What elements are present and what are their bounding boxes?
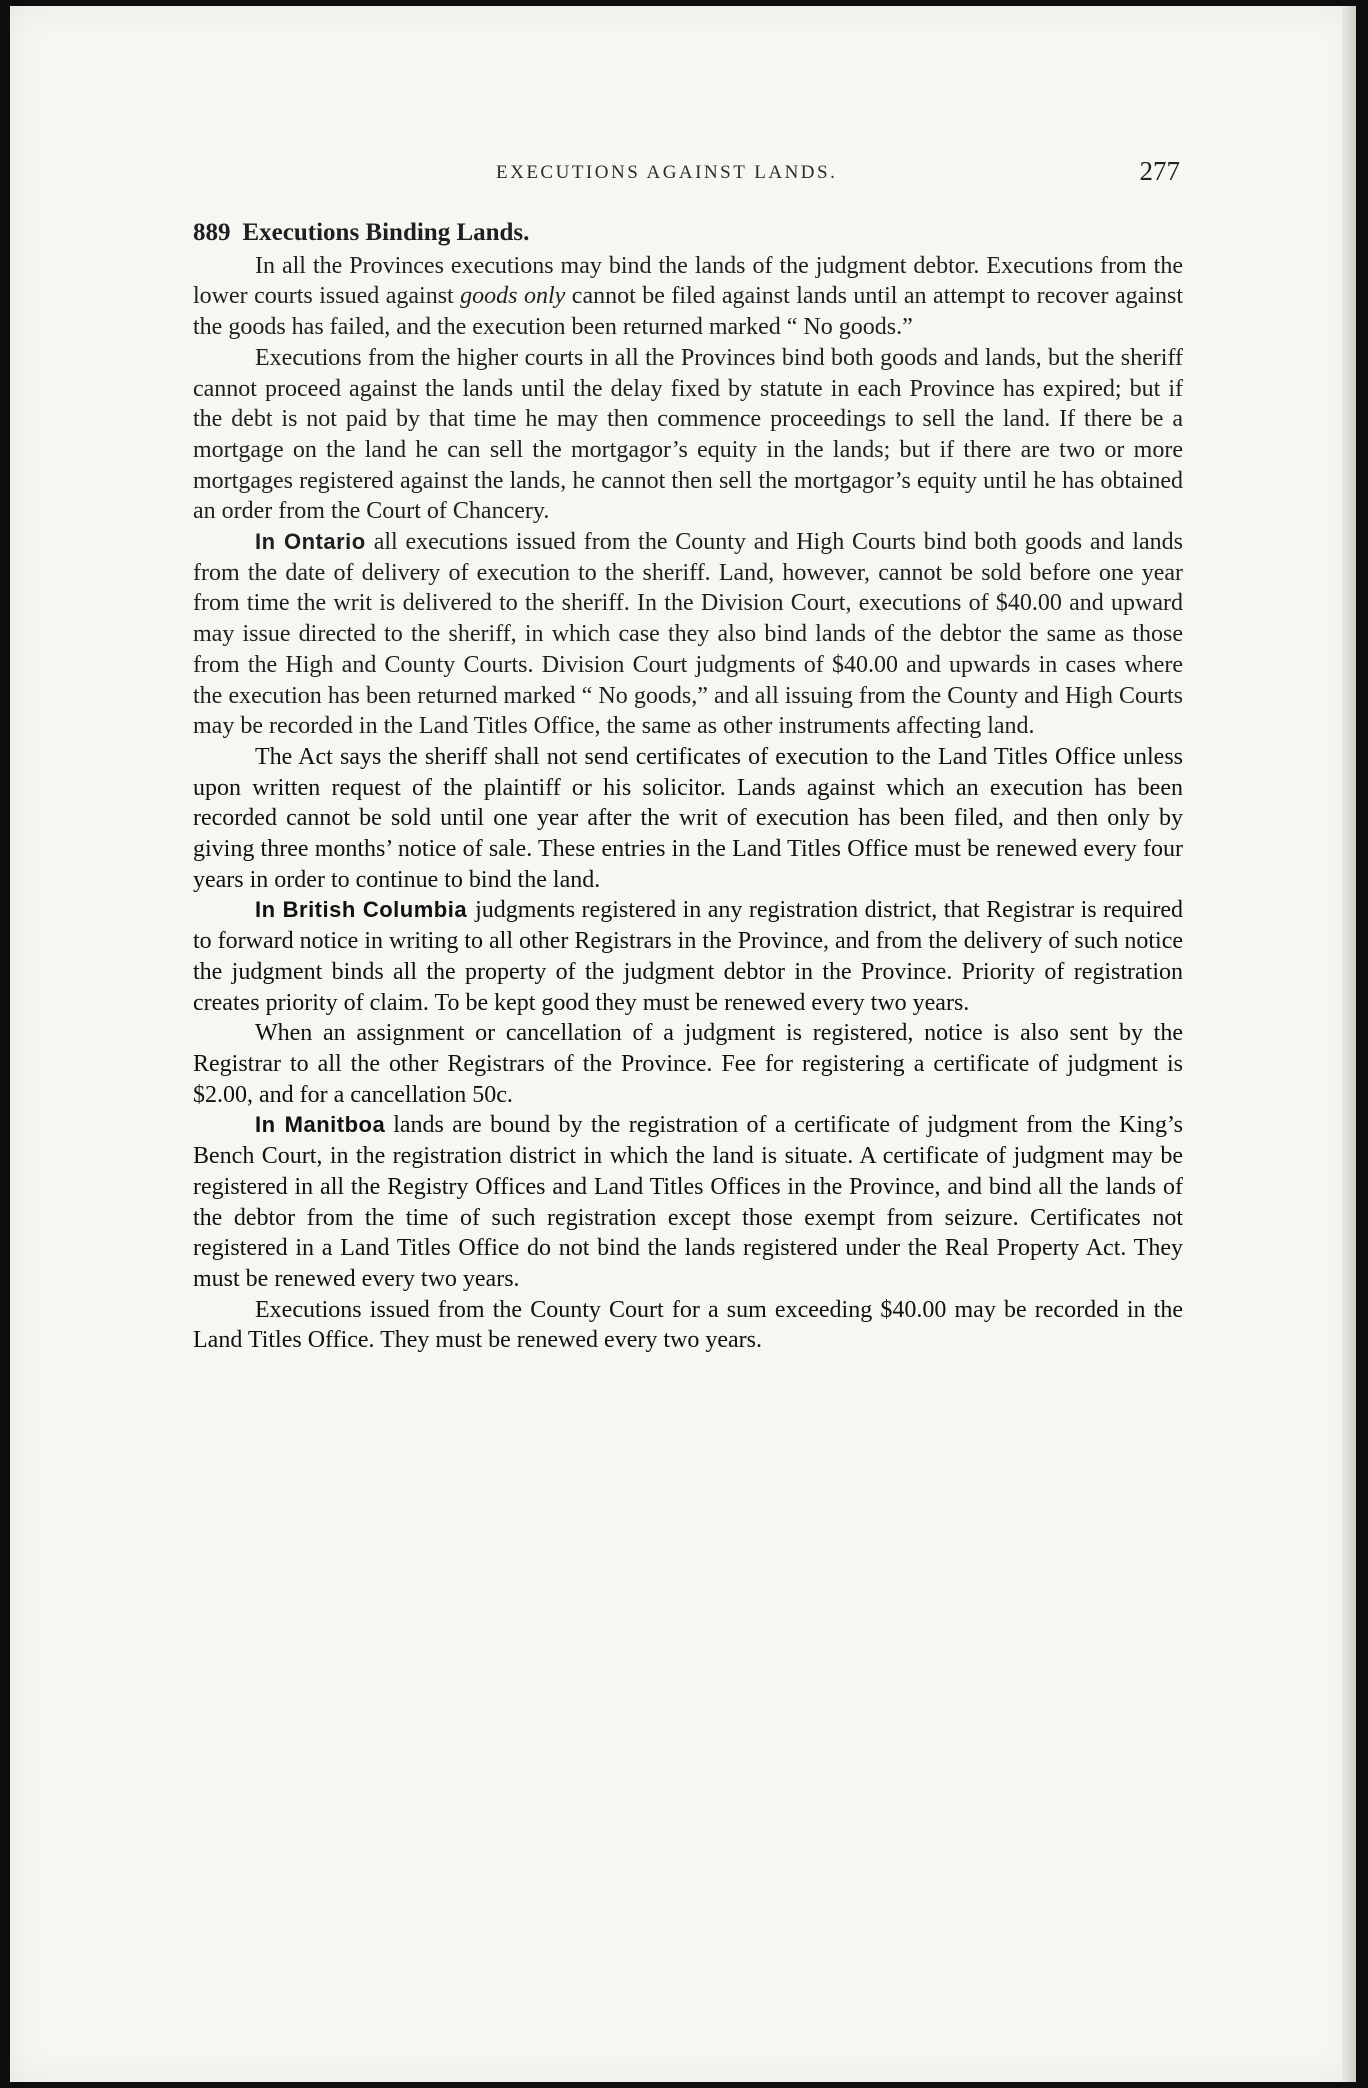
paragraph-bc: [193, 895, 1183, 1018]
paragraph-2: Executions from the higher courts in all the Provinces bind both goods and lands, but the sheriff cannot proceed against the lands until the delay fixed by statute in each Province has expired; but if the debt is not paid by that time he may then commence proceedings to sell the land. If there be a mortgage on the land he can sell the mortgagor’s equity in the lands; but if there are two or more mortgages registered against the lands, he cannot then sell the mortgagor’s equity until he has obtained an order from the Court of Chancery.: [193, 344, 1183, 525]
bc-text: judgments registered in any registration district, that Registrar is required to forward notice in writing to all other Registrars in the Province, and from the delivery of such notice the judgment binds all the property of the judgment debtor in the Province. Priority of registration creates priority of claim. To be kept good they must be renewed every two years.: [193, 897, 1183, 1016]
manitoba-text: lands are bound by the registration of a certificate of judgment from the King’s Bench Court, in the registration district in which the land is situate. A certificate of judgment may be registered in all the Registry Offices and Land Titles Offices in the Province, and bind all the lands of the debtor from the time of such registration except those exempt from seizure. Certificates not registered in a Land Titles Office do not bind the lands registered under the Real Property Act. They must be renewed every two years.: [193, 1112, 1183, 1292]
page-edge: [1342, 6, 1356, 2082]
paragraph-8: Executions issued from the County Court for a sum exceeding $40.00 may be recorded in the Land Titles Office. They must be renewed every two years.: [193, 1296, 1183, 1354]
page-number: 277: [1139, 156, 1180, 186]
section-number: 889: [193, 219, 231, 246]
paragraph-1-text-end: cannot be filed against lands until an attempt to recover against the goods has failed, and the execution been returned marked “ No goods.”: [193, 283, 1183, 341]
page-header: [200, 156, 1180, 196]
lead-british-columbia: In British Columbia: [255, 897, 468, 923]
paragraph-ontario: [193, 527, 1183, 742]
page-body: [193, 218, 1183, 1356]
paragraph-1-text: In all the Provinces executions may bind the lands of the judgment debtor. Executions from the lower courts issued against: [193, 252, 1183, 310]
running-title: EXECUTIONS AGAINST LANDS.: [496, 162, 838, 183]
lead-ontario: In Ontario: [255, 529, 366, 555]
paragraph-6: When an assignment or cancellation of a judgment is registered, notice is also sent by the Registrar to all the other Registrars of the Province. Fee for registering a certificate of judgment is $2.00, and for a cancellation 50c.: [193, 1020, 1183, 1108]
section-heading: [193, 218, 1183, 249]
paragraph-4: The Act says the sheriff shall not send certificates of execution to the Land Titles Office unless upon written request of the plaintiff or his solicitor. Lands against which an execution has been recorded cannot be sold until one year after the writ of execution has been filed, and then only by giving three months’ notice of sale. These entries in the Land Titles Office must be renewed every four years in order to continue to bind the land.: [193, 743, 1183, 893]
book-page: [10, 6, 1356, 2082]
section-title: Executions Binding Lands.: [242, 219, 530, 246]
lead-manitoba: In Manitboa: [255, 1112, 386, 1138]
paragraph-1-italic: goods only: [460, 283, 566, 310]
ontario-text: all executions issued from the County and High Courts bind both goods and lands from the date of delivery of execution to the sheriff. Land, however, cannot be sold before one year from time the writ is delivered to the sheriff. In the Division Court, executions of $40.00 and upward may issue directed to the sheriff, in which case they also bind lands of the debtor the same as those from the High and County Courts. Division Court judgments of $40.00 and upwards in cases where the execution has been returned marked “ No goods,” and all issuing from the County and High Courts may be recorded in the Land Titles Office, the same as other instruments affecting land.: [193, 529, 1183, 740]
paragraph-1: [193, 251, 1183, 343]
paragraph-manitoba: [193, 1110, 1183, 1294]
